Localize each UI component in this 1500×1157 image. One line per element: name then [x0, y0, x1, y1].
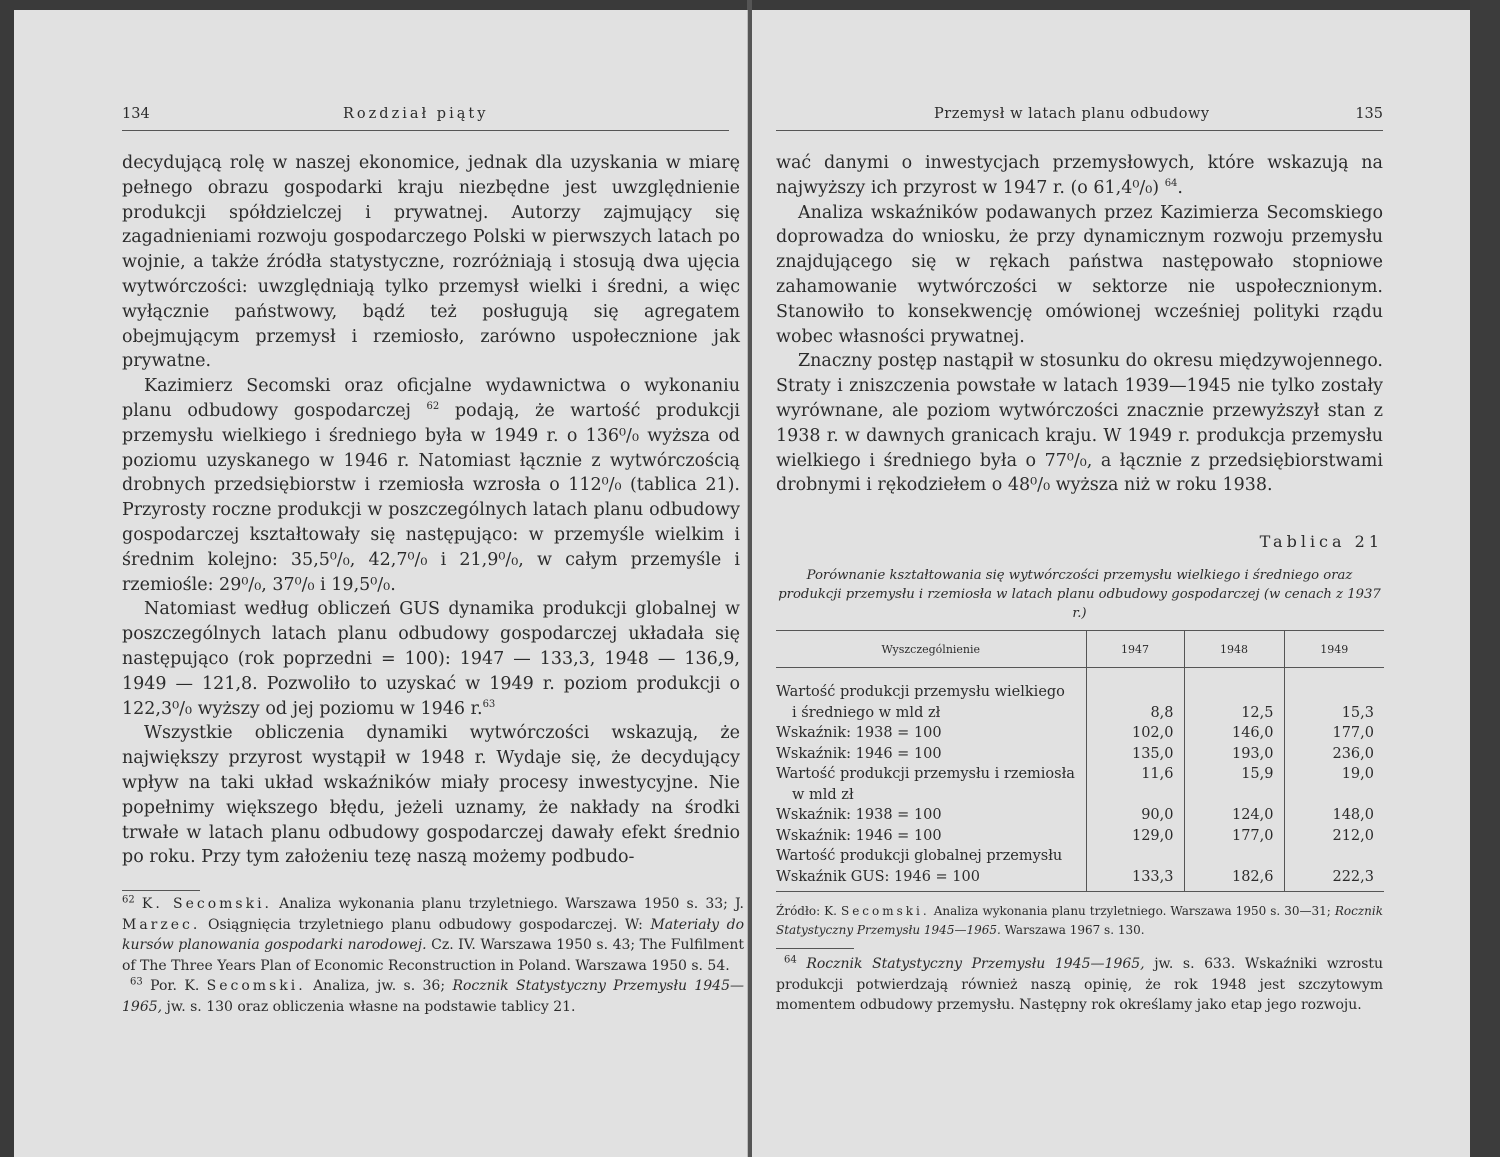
table-row [776, 744, 1384, 765]
table-cell [1086, 785, 1184, 806]
table-cell: 177,0 [1284, 723, 1384, 744]
paragraph-text: Kazimierz Secomski oraz oficjalne wydawnictwa o wykonaniu planu odbudowy gospodarczej [122, 376, 740, 421]
book-title: Rocznik Statystyczny Przemysłu 1945—1965, [122, 978, 745, 1015]
footnote-ref: 62 [426, 401, 440, 413]
table-cell [1284, 785, 1384, 806]
right-page [752, 10, 1470, 1157]
paragraph: Analiza wskaźników podawanych przez Kazimierza Secomskiego doprowadza do wniosku, że przy dynamicznym rozwoju przemysłu znajdującego się w rękach państwa następowało stopniowe zahamowanie wytwórczości w sektorze nie uspołecznionym. Stanowiło to konsekwencję omówionej wcześniej polityki rządu wobec własności prywatnej. [776, 202, 1383, 347]
source-text: Warszawa 1967 s. 130. [1004, 923, 1145, 937]
paragraph: Wszystkie obliczenia dynamiki wytwórczości wskazują, że największy przyrost wystąpił w 1948 r. Wydaje się, że decydujący wpływ na taki układ wskaźników miały procesy inwestycyjne. Nie popełnimy większego błędu, jeżeli uznamy, że nakłady na środki trwałe w latach planu odbudowy gospodarczej dawały efekt średnio po roku. Przy tym założeniu tezę naszą możemy podbudo- [122, 723, 740, 868]
book-title: Rocznik Statystyczny Przemysłu 1945—1965. [776, 904, 1383, 937]
row-label: i średniego w mld zł [792, 704, 941, 721]
chapter-title: Rozdział piąty [343, 106, 489, 122]
table-cell: 177,0 [1184, 826, 1284, 847]
footnote-text: jw. s. 130 oraz obliczenia własne na podstawie tablicy 21. [166, 998, 576, 1015]
row-label: Wskaźnik: 1946 = 100 [776, 745, 942, 762]
footnote-text: Osiągnięcia trzyletniego planu odbudowy gospodarczej. W: [207, 916, 643, 933]
table-caption: Porównanie kształtowania się wytwórczości przemysłu wielkiego i średniego oraz produkcji przemysłu i rzemiosła w latach planu odbudowy gospodarczej (w cenach z 1937 r.) [778, 568, 1381, 621]
running-header [122, 106, 729, 131]
table-row [776, 805, 1384, 826]
footnote-rule [776, 948, 854, 949]
footnotes [122, 894, 744, 1017]
column-header: Wyszczególnienie [776, 631, 1086, 668]
row-label: Wskaźnik: 1946 = 100 [776, 827, 942, 844]
table-cell [1086, 846, 1184, 867]
row-label: w mld zł [792, 786, 854, 803]
column-header: 1947 [1086, 631, 1184, 668]
table-cell [1184, 846, 1284, 867]
table-cell: 129,0 [1086, 826, 1184, 847]
footnote-62 [122, 894, 744, 976]
footnote-ref: 64 [1164, 177, 1178, 189]
footnote-number: 63 [130, 976, 143, 988]
paragraph-text: Natomiast według obliczeń GUS dynamika produkcji globalnej w poszczególnych latach planu odbudowy gospodarczej układała się następująco (rok poprzedni = 100): 1947 — 133,3, 1948 — 136,9, 1949 — 121,8. Pozwoliło to uzyskać w 1949 r. poziom produkcji o 122,3⁰/₀ wyższy od jej poziomu w 1946 r. [122, 599, 740, 719]
table-cell [1284, 668, 1384, 703]
table-cell [1184, 785, 1284, 806]
book-title: Materiały do kursów planowania gospodarki narodowej. [122, 916, 745, 953]
page-edge [1470, 0, 1500, 1157]
paragraph [122, 597, 740, 721]
page-number: 134 [122, 106, 150, 122]
table-cell: 222,3 [1284, 867, 1384, 892]
source-text: Źródło: K. [776, 904, 837, 918]
table-row [776, 867, 1384, 892]
table-row [776, 764, 1384, 785]
footnote-number: 64 [784, 954, 797, 966]
table-cell: 19,0 [1284, 764, 1384, 785]
table-cell: 124,0 [1184, 805, 1284, 826]
table-row [776, 846, 1384, 867]
author: Secomski. [840, 904, 930, 918]
table-row [776, 826, 1384, 847]
table-cell: 12,5 [1184, 703, 1284, 724]
table-cell: 193,0 [1184, 744, 1284, 765]
table-cell: 15,3 [1284, 703, 1384, 724]
table-cell: 102,0 [1086, 723, 1184, 744]
table-row [776, 785, 1384, 806]
row-label: Wskaźnik GUS: 1946 = 100 [776, 867, 1086, 892]
footnote-text: Analiza, jw. s. 36; [313, 978, 446, 994]
body-text [122, 151, 740, 870]
book-title: Rocznik Statystyczny Przemysłu 1945—1965, [806, 956, 1145, 972]
table-cell: 15,9 [1184, 764, 1284, 785]
table-cell [1184, 668, 1284, 703]
table-cell [1284, 846, 1384, 867]
table-cell: 8,8 [1086, 703, 1184, 724]
footnote-text: Por. K. [150, 978, 200, 994]
footnote-ref: 63 [482, 698, 496, 710]
table-cell [1086, 668, 1184, 703]
footnote-text: Cz. IV. Warszawa 1950 s. 43; The Fulfilment of The Three Years Plan of Economic Reconstruction in Poland. Warszawa 1950 s. 54. [122, 937, 744, 974]
row-label: Wskaźnik: 1938 = 100 [776, 725, 942, 741]
column-header: 1948 [1184, 631, 1284, 668]
left-page [14, 10, 748, 1157]
paragraph: decydującą rolę w naszej ekonomice, jednak dla uzyskania w miarę pełnego obrazu gospodarki kraju niezbędne jest uwzględnienie produkcji spółdzielczej i prywatnej. Autorzy zajmujący się zagadnieniami rozwoju gospodarczego Polski w pierwszych latach po wojnie, a także źródła statystyczne, rozróżniają i stosują dwa ujęcia wytwórczości: uwzględniają tylko przemysł wielki i średni, a więc wyłącznie państwowy, bądź też posługują się agregatem obejmującym przemysł i rzemiosło, zarówno uspołecznione jak prywatne. [122, 153, 740, 372]
row-label: Wartość produkcji globalnej przemysłu [776, 848, 1063, 864]
paragraph-text: . [1177, 177, 1183, 198]
paragraph-text: podają, że wartość produkcji przemysłu wielkiego i średniego była w 1949 r. o 136⁰/₀ wyższa od poziomu uzyskanego w 1946 r. Natomiast łącznie z wytwórczością drobnych przedsiębiorstw i rzemiosła wzrosła o 112⁰/₀ (tablica 21). Przyrosty roczne produkcji w poszczególnych latach planu odbudowy gospodarczej kształtowały się następująco: w przemyśle wielkim i średnim kolejno: 35,5⁰/₀, 42,7⁰/₀ i 21,9⁰/₀, w całym przemyśle i rzemiośle: 29⁰/₀, 37⁰/₀ i 19,5⁰/₀. [122, 400, 740, 595]
footnote-63 [122, 976, 744, 1017]
page-number: 135 [1355, 106, 1383, 122]
table-cell: 90,0 [1086, 805, 1184, 826]
table-cell: 182,6 [1184, 867, 1284, 892]
author: K. Secomski. [141, 896, 272, 912]
body-text [776, 151, 1383, 498]
column-header: 1949 [1284, 631, 1384, 668]
author: Marzec. [122, 916, 201, 933]
table-cell: 133,3 [1086, 867, 1184, 892]
paragraph-text: wać danymi o inwestycjach przemysłowych, które wskazują na najwyższy ich przyrost w 1947 r. (o 61,4⁰/₀) [776, 153, 1383, 198]
footnote-rule [122, 890, 200, 891]
footnotes [776, 954, 1383, 1016]
table-cell: 11,6 [1086, 764, 1184, 785]
footnote-64 [776, 954, 1383, 1016]
table-cell: 236,0 [1284, 744, 1384, 765]
chapter-title: Przemysł w latach planu odbudowy [934, 106, 1210, 122]
running-header [776, 106, 1383, 131]
paragraph [776, 151, 1383, 201]
row-label: Wartość produkcji przemysłu wielkiego [776, 684, 1065, 700]
table-cell: 212,0 [1284, 826, 1384, 847]
footnote-text: Analiza wykonania planu trzyletniego. Warszawa 1950 s. 33; J. [279, 896, 745, 912]
paragraph: Znaczny postęp nastąpił w stosunku do okresu międzywojennego. Straty i zniszczenia powstałe w latach 1939—1945 nie tylko zostały wyrównane, ale poziom wytwórczości znacznie przewyższył stan z 1938 r. w dawnych granicach kraju. W 1949 r. produkcja przemysłu wielkiego i średniego była o 77⁰/₀, a łącznie z przedsiębiorstwami drobnymi i rękodziełem o 48⁰/₀ wyższa niż w roku 1938. [776, 351, 1383, 496]
table-cell: 146,0 [1184, 723, 1284, 744]
paragraph [122, 374, 740, 597]
footnote-text: jw. s. 633. Wskaźniki wzrostu produkcji potwierdzają również naszą opinię, że rok 1948 jest szczytowym momentem odbudowy przemysłu. Następny rok określamy jako etap jego rozwoju. [776, 956, 1384, 1013]
row-label: Wskaźnik: 1938 = 100 [776, 807, 942, 823]
table-row [776, 668, 1384, 703]
footnote-number: 62 [122, 894, 135, 906]
table-label: Tablica 21 [1259, 532, 1383, 551]
table-header-row [776, 631, 1384, 668]
table-row [776, 703, 1384, 724]
table-source [776, 902, 1383, 940]
table-cell: 148,0 [1284, 805, 1384, 826]
data-table [776, 630, 1384, 892]
table-cell: 135,0 [1086, 744, 1184, 765]
source-text: Analiza wykonania planu trzyletniego. Warszawa 1950 s. 30—31; [933, 904, 1331, 918]
author: Secomski. [206, 978, 306, 994]
row-label: Wartość produkcji przemysłu i rzemiosła [776, 766, 1075, 782]
table-row [776, 723, 1384, 744]
